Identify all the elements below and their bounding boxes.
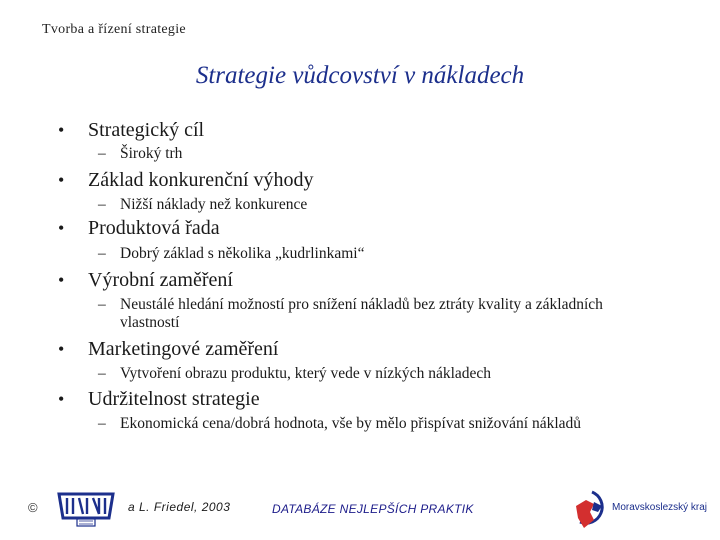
copyright-symbol: ©	[28, 500, 38, 515]
bullet-label: Základ konkurenční výhody	[88, 169, 314, 191]
bullet-dot-icon: •	[58, 339, 65, 359]
bullet-dot-icon: •	[58, 120, 65, 140]
footer-title: DATABÁZE NEJLEPŠÍCH PRAKTIK	[272, 502, 474, 516]
sub-bullet-label: Neustálé hledání možností pro snížení nákladů bez ztráty kvality a základních vlastností	[120, 296, 603, 331]
dash-icon: –	[98, 296, 106, 313]
dash-icon: –	[98, 415, 106, 432]
dash-icon: –	[98, 245, 106, 262]
dash-icon: –	[98, 145, 106, 162]
region-name: Moravskoslezský kraj	[612, 502, 708, 513]
sub-bullet-label: Široký trh	[120, 145, 183, 162]
sub-bullet-label: Ekonomická cena/dobrá hodnota, vše by mělo přispívat snižování nákladů	[120, 415, 582, 432]
dash-icon: –	[98, 365, 106, 382]
bullet-dot-icon: •	[58, 218, 65, 238]
slide-title: Strategie vůdcovství v nákladech	[195, 62, 525, 89]
bullet-label: Marketingové zaměření	[88, 338, 279, 360]
bullet-label: Produktová řada	[88, 217, 220, 239]
bullet-label: Výrobní zaměření	[88, 269, 233, 291]
dash-icon: –	[98, 196, 106, 213]
sub-bullet-label: Vytvoření obrazu produktu, který vede v nízkých nákladech	[120, 365, 492, 382]
slide-header: Tvorba a řízení strategie	[42, 22, 186, 37]
brand-group-logo-icon	[55, 488, 117, 528]
bullet-dot-icon: •	[58, 170, 65, 190]
bullet-label: Udržitelnost strategie	[88, 388, 260, 410]
sub-bullet-label: Nižší náklady než konkurence	[120, 196, 308, 213]
moravskoslezsky-kraj-logo-icon	[572, 488, 612, 532]
bullet-dot-icon: •	[58, 389, 65, 409]
bullet-dot-icon: •	[58, 270, 65, 290]
bullet-label: Strategický cíl	[88, 119, 205, 141]
footer-author: a L. Friedel, 2003	[128, 500, 231, 514]
sub-bullet-label: Dobrý základ s několika „kudrlinkami“	[120, 245, 365, 262]
